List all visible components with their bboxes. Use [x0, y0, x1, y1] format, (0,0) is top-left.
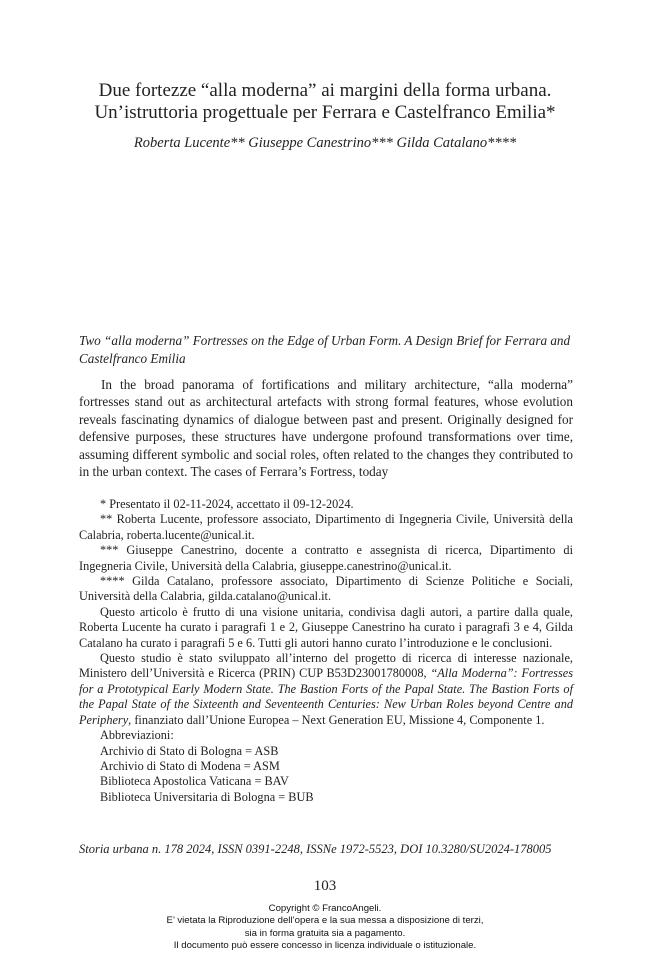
- abstract-paragraph: In the broad panorama of fortifications and military architecture, “alla moderna” fortresses stand out as architectural artefacts with strong formal features, whose evolution reveals fascinating dynamics of dialogue between past and present. Originally designed for defensive purposes, these structures have undergone profound transformations over time, assuming different symbolic and social roles, often related to the changes they contributed to in the urban context. The cases of Ferrara’s Fortress, today: [79, 377, 573, 480]
- funding-text-c: , finanziato dall’Unione Europea – Next Generation EU, Missione 4, Componente 1.: [128, 712, 545, 727]
- abbreviation-item: Biblioteca Apostolica Vaticana = BAV: [100, 774, 289, 789]
- article-title: [60, 80, 590, 124]
- funding-text-a: Questo studio è stato sviluppato all’interno del progetto di ricerca di interesse nazionale, Ministero dell’Università e Ricerca (PRIN) CUP B53D23001780008,: [79, 651, 573, 681]
- footnote-funding: [79, 651, 573, 728]
- journal-citation: Storia urbana n. 178 2024, ISSN 0391-2248, ISSNe 1972-5523, DOI 10.3280/SU2024-178005: [79, 842, 552, 856]
- page-number: 103: [313, 878, 337, 894]
- abbreviation-item: Archivio di Stato di Modena = ASM: [100, 758, 280, 773]
- title-line-1: Due fortezze “alla moderna” ai margini della forma urbana.: [98, 80, 552, 101]
- english-title: Two “alla moderna” Fortresses on the Edge of Urban Form. A Design Brief for Ferrara and Castelfranco Emilia: [79, 333, 571, 366]
- title-line-2: Un’istruttoria progettuale per Ferrara e Castelfranco Emilia*: [94, 102, 556, 123]
- footer-line-4: Il documento può essere concesso in licenza individuale o istituzionale.: [173, 940, 477, 952]
- footnotes: [79, 497, 573, 805]
- footer-line-1: Copyright © FrancoAngeli.: [268, 903, 382, 914]
- footnote-author-catalano: **** Gilda Catalano, professore associato, Dipartimento di Scienze Politiche e Sociali, Università della Calabria, gilda.catalano@unical.it.: [79, 574, 573, 604]
- funding-project-title: “Alla Moderna”: Fortresses for a Prototypical Early Modern State. The Bastion Forts of the Papal State. The Bastion Forts of the Papal State of the Sixteenth and Seventeenth Centuries: New Urban Roles beyond Centre and Periphery: [79, 666, 573, 727]
- abbreviation-item: Biblioteca Universitaria di Bologna = BUB: [100, 789, 314, 804]
- abbreviation-item: Archivio di Stato di Bologna = ASB: [100, 743, 279, 758]
- abbreviations-heading: Abbreviazioni:: [100, 728, 174, 743]
- authors-line: Roberta Lucente** Giuseppe Canestrino*** Gilda Catalano****: [133, 135, 517, 151]
- footer-line-2: E’ vietata la Riproduzione dell’opera e la sua messa a disposizione di terzi,: [166, 915, 484, 927]
- footnote-contributions: Questo articolo è frutto di una visione unitaria, condivisa dagli autori, a partire dalla quale, Roberta Lucente ha curato i paragrafi 1 e 2, Giuseppe Canestrino ha curato i paragrafi 3 e 4, Gilda Catalano ha curato i paragrafi 5 e 6. Tutti gli autori hanno curato l’introduzione e le conclusioni.: [79, 604, 573, 650]
- footnote-author-canestrino: *** Giuseppe Canestrino, docente a contratto e assegnista di ricerca, Dipartimento di Ingegneria Civile, Università della Calabria, giuseppe.canestrino@unical.it.: [79, 543, 573, 573]
- footnote-submission: * Presentato il 02-11-2024, accettato il 09-12-2024.: [100, 497, 354, 511]
- footnote-author-lucente: ** Roberta Lucente, professore associato, Dipartimento di Ingegneria Civile, Università della Calabria, roberta.lucente@unical.it.: [79, 512, 573, 542]
- copyright-footer: [0, 903, 650, 953]
- footer-line-3: sia in forma gratuita sia a pagamento.: [244, 927, 406, 939]
